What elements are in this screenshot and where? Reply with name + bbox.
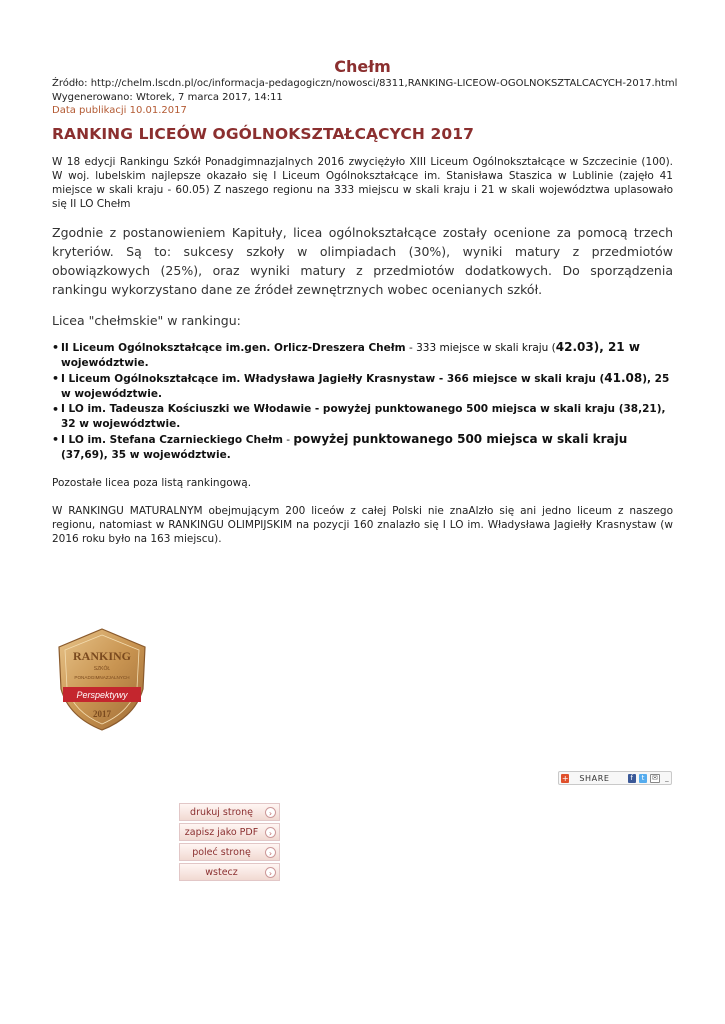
page-actions [179, 803, 280, 883]
list-heading: Licea "chełmskie" w rankingu: [52, 313, 241, 328]
site-title: Chełm [334, 57, 391, 76]
facebook-icon[interactable]: f [628, 774, 636, 783]
share-button[interactable] [558, 771, 672, 785]
share-label: SHARE [579, 773, 610, 783]
twitter-icon[interactable]: t [639, 774, 647, 783]
pdf-label: zapisz jako PDF [184, 827, 259, 838]
list-item: • I LO im. Stefana Czarnieckiego Chełm - powyżej punktowanego 500 miejsca w skali kraju (37,69), 35 w województwie. [52, 432, 673, 463]
svg-text:RANKING: RANKING [72, 649, 132, 663]
save-pdf-button[interactable] [179, 823, 280, 841]
chevron-right-icon: › [265, 847, 276, 858]
ranking-badge-logo [55, 627, 149, 732]
svg-text:2017: 2017 [93, 709, 111, 719]
email-icon[interactable]: ✉ [651, 773, 658, 782]
more-icon[interactable]: _ [665, 773, 669, 782]
chevron-right-icon: › [265, 807, 276, 818]
article-title: RANKING LICEÓW OGÓLNOKSZTAŁCĄCYCH 2017 [52, 125, 474, 143]
generated-date: Wygenerowano: Wtorek, 7 marca 2017, 14:11 [52, 92, 283, 103]
list-item: • I LO im. Tadeusza Kościuszki we Włodawie - powyżej punktowanego 500 miejsca w skali kraju (38,21), 32 w województwie. [52, 402, 673, 432]
recommend-label: poleć stronę [192, 847, 251, 858]
rankings-paragraph: W RANKINGU MATURALNYM obejmującym 200 liceów z całej Polski nie znaAlzło się ani jedno liceum z naszego regionu, natomiast w RANKINGU OLIMPIJSKIM na pozycji 160 znalazło się I LO im. Władysława Jagiełły Krasnystaw (w 2016 roku było na 163 miejscu). [52, 505, 673, 545]
print-label: drukuj stronę [190, 807, 253, 818]
intro-paragraph: W 18 edycji Rankingu Szkół Ponadgimnazjalnych 2016 zwyciężyło XIII Liceum Ogólnokształcące w Szczecinie (100). W woj. lubelskim najlepsze okazało się I Liceum Ogólnokształcące im. Stanisława Staszica w Lublinie (zajęło 41 miejsce w skali kraju - 60.05) Z naszego regionu na 333 miejscu w skali kraju i 21 w skali województwa uplasowało się II LO Chełm [52, 156, 673, 210]
svg-text:PONADGIMNAZJALNYCH: PONADGIMNAZJALNYCH [74, 675, 130, 680]
svg-text:SZKÓŁ: SZKÓŁ [93, 666, 111, 672]
back-button[interactable] [179, 863, 280, 881]
source-url: Źródło: http://chelm.lscdn.pl/oc/informacja-pedagogiczn/nowosci/8311,RANKING-LICEOW-OGOLNOKSZTALCACYCH-2017.html [52, 78, 678, 89]
back-label: wstecz [205, 867, 238, 878]
svg-text:Perspektywy: Perspektywy [76, 690, 128, 700]
publication-date: Data publikacji 10.01.2017 [52, 105, 187, 116]
list-item: • I Liceum Ogólnokształcące im. Władysława Jagiełły Krasnystaw - 366 miejsce w skali kraju (41.08), 25 w województwie. [52, 371, 673, 402]
chevron-right-icon: › [265, 867, 276, 878]
print-page-button[interactable] [179, 803, 280, 821]
plus-icon: + [561, 773, 569, 783]
chevron-right-icon: › [265, 827, 276, 838]
school-list [52, 340, 673, 463]
remaining-note: Pozostałe licea poza listą rankingową. [52, 477, 252, 489]
recommend-page-button[interactable] [179, 843, 280, 861]
list-item: • II Liceum Ogólnokształcące im.gen. Orlicz-Dreszera Chełm - 333 miejsce w skali kraju (42.03), 21 w województwie. [52, 340, 673, 371]
criteria-paragraph: Zgodnie z postanowieniem Kapituły, licea ogólnokształcące zostały ocenione za pomocą trzech kryteriów. Są to: sukcesy szkoły w olimpiadach (30%), wyniki matury z przedmiotów obowiązkowych (25%), oraz wyniki matury z przedmiotów dodatkowych. Do sporządzenia rankingu wykorzystano dane ze źródeł zewnętrznych wobec ocenianych szkół. [52, 225, 673, 297]
